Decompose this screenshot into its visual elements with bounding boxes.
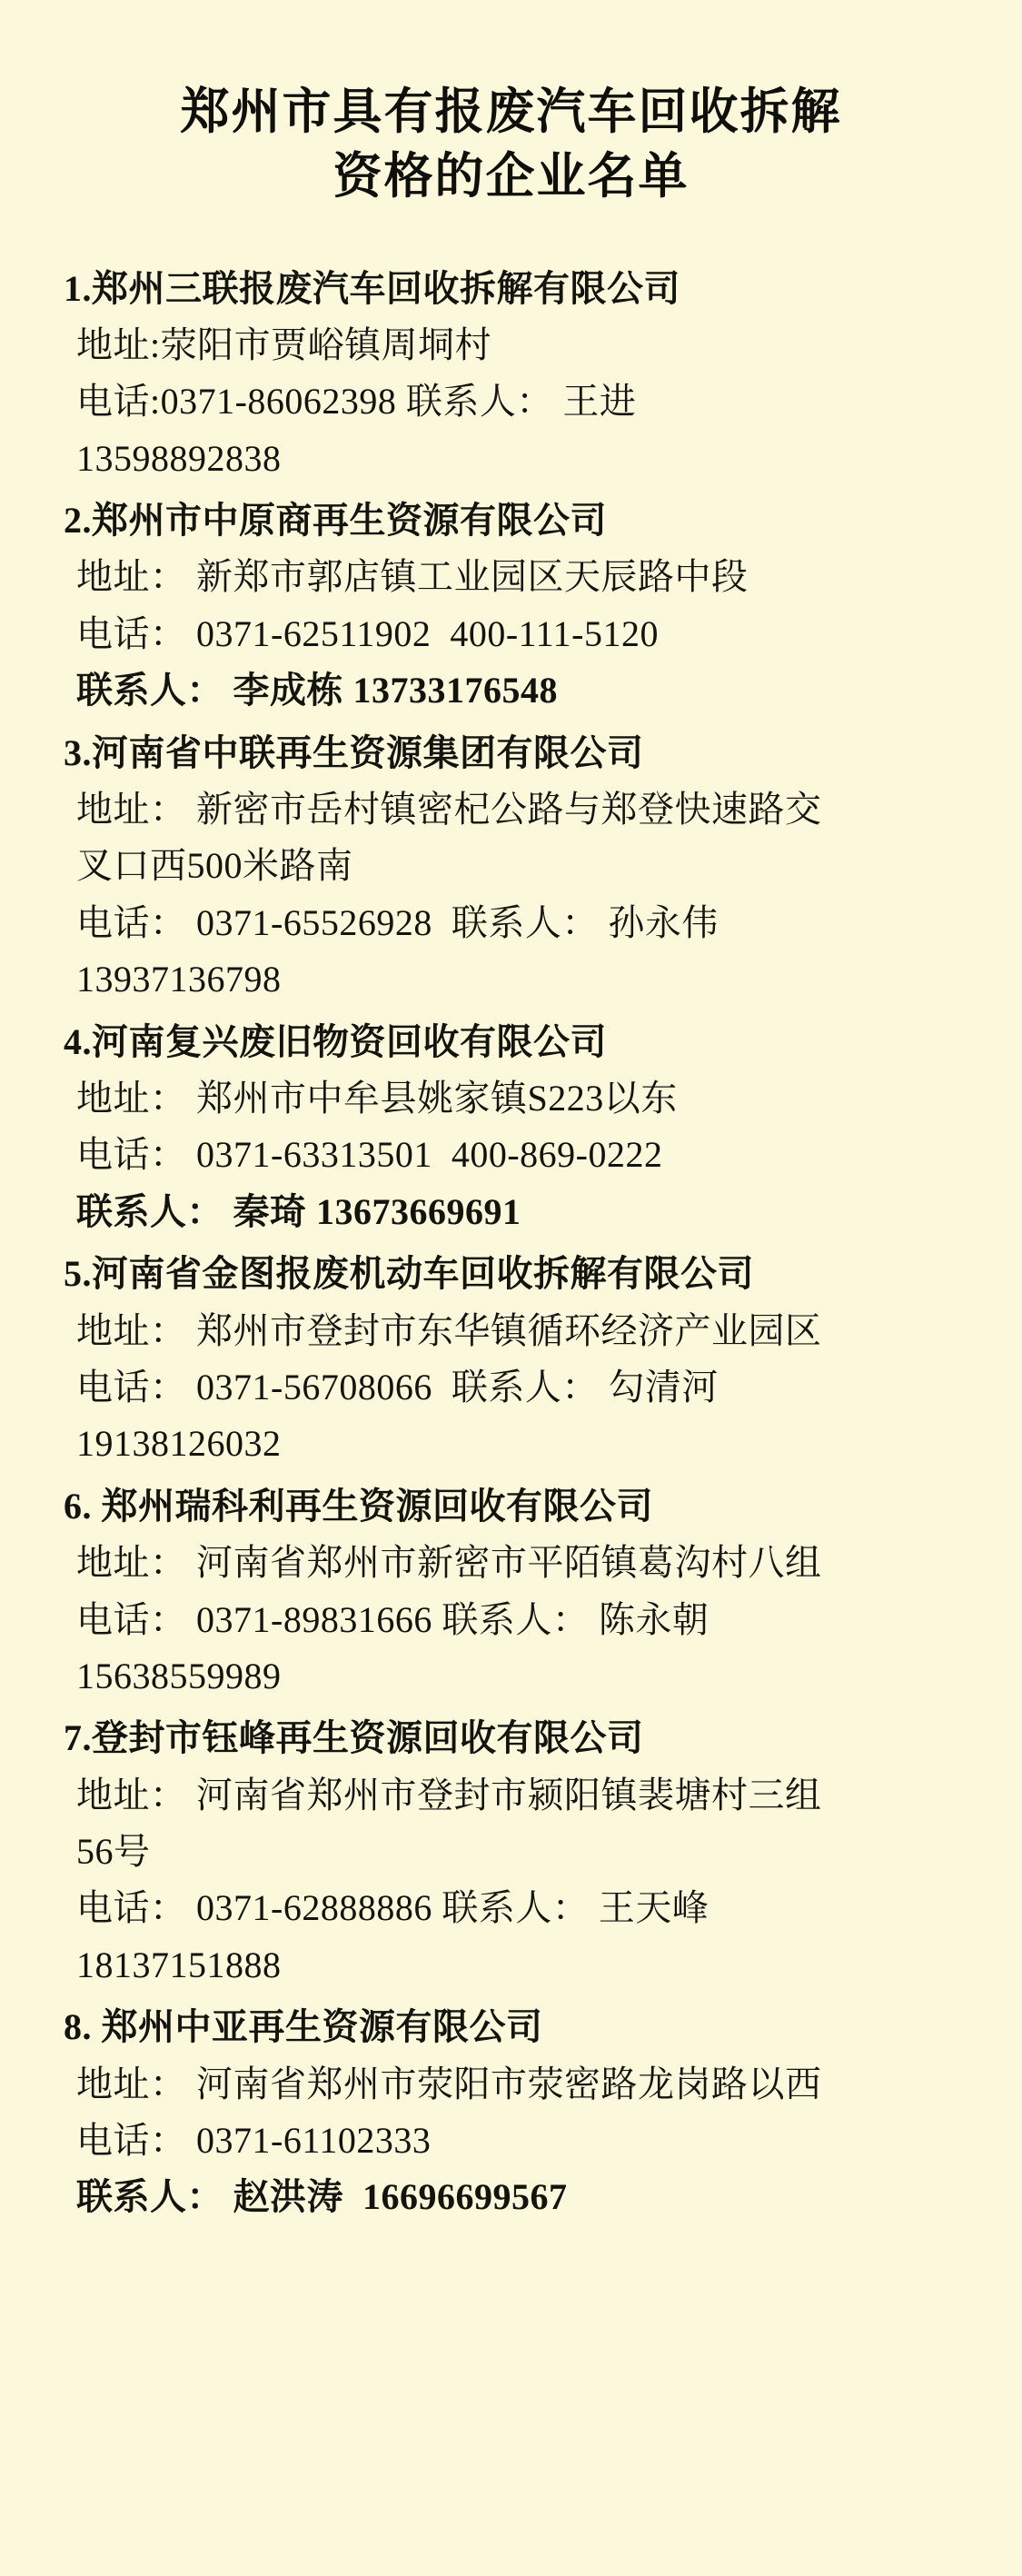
company-contact-number: 19138126032 [76,1423,282,1465]
company-entry [64,1710,958,1994]
company-list [64,261,958,2226]
company-contact: 联系人： 赵洪涛 16696699567 [76,2176,568,2218]
company-contact-number: 15638559989 [76,1655,282,1696]
company-address: 地址： 郑州市登封市东华镇循环经济产业园区 [76,1309,822,1351]
company-phone: 电话： 0371-61102333 [76,2120,432,2162]
company-address: 地址： 河南省郑州市新密市平陌镇葛沟村八组 [76,1542,822,1584]
company-contact-number: 13937136798 [76,959,282,1000]
company-name: 6. 郑州瑞科利再生资源回收有限公司 [64,1485,653,1527]
company-phone: 电话： 0371-56708066 联系人： 勾清河 [76,1366,719,1407]
company-name: 3.河南省中联再生资源集团有限公司 [64,731,644,773]
company-phone: 电话： 0371-62888886 联系人： 王天峰 [76,1887,709,1929]
company-address: 叉口西500米路南 [76,845,353,887]
company-contact: 联系人： 李成栋 13733176548 [76,670,558,711]
company-name: 4.河南复兴废旧物资回收有限公司 [64,1020,607,1062]
company-entry [64,1478,958,1706]
company-entry [64,492,958,720]
company-address: 地址:荥阳市贾峪镇周垌村 [76,323,492,365]
company-contact-number: 13598892838 [76,437,282,479]
company-name: 8. 郑州中亚再生资源有限公司 [64,2006,543,2048]
page-title-line-2: 资格的企业名单 [332,149,690,204]
company-name: 5.河南省金图报废机动车回收拆解有限公司 [64,1253,754,1295]
company-address: 地址： 新密市岳村镇密杞公路与郑登快速路交 [76,789,822,830]
company-contact-number: 18137151888 [76,1944,282,1985]
company-contact: 联系人： 秦琦 13673669691 [76,1190,521,1232]
company-entry [64,261,958,488]
company-phone: 电话： 0371-65526928 联系人： 孙永伟 [76,901,719,943]
company-entry [64,1999,958,2226]
company-name: 1.郑州三联报废汽车回收拆解有限公司 [64,267,680,309]
company-entry [64,1014,958,1241]
company-entry [64,725,958,1009]
company-name: 2.郑州市中原商再生资源有限公司 [64,500,607,542]
company-phone: 电话： 0371-63313501 400-869-0222 [76,1134,663,1176]
company-address: 56号 [76,1831,151,1873]
company-address: 地址： 新郑市郭店镇工业园区天辰路中段 [76,556,749,598]
page-title [64,80,958,210]
company-entry [64,1246,958,1473]
company-address: 地址： 河南省郑州市荥阳市荥密路龙岗路以西 [76,2063,822,2104]
company-phone: 电话： 0371-62511902 400-111-5120 [76,612,660,654]
company-phone: 电话： 0371-89831666 联系人： 陈永朝 [76,1598,709,1640]
company-name: 7.登封市钰峰再生资源回收有限公司 [64,1717,644,1759]
company-address: 地址： 郑州市中牟县姚家镇S223以东 [76,1078,678,1119]
page-title-line-1: 郑州市具有报废汽车回收拆解 [180,85,842,139]
company-address: 地址： 河南省郑州市登封市颍阳镇裴塘村三组 [76,1774,822,1815]
company-phone: 电话:0371-86062398 联系人： 王进 [76,381,637,423]
